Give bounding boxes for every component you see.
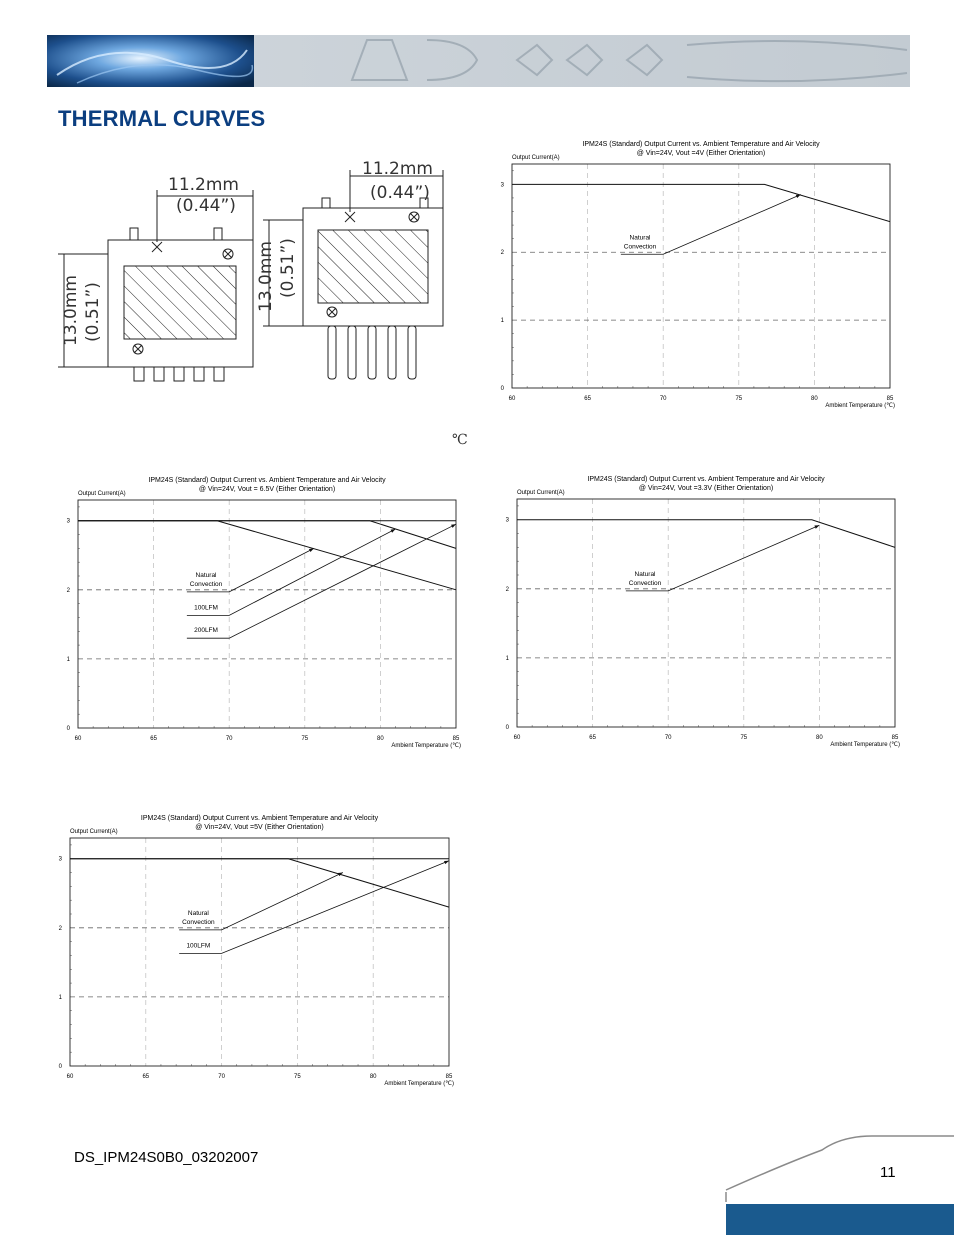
x-tick-label: 70 <box>659 396 667 402</box>
plot-frame <box>70 838 449 1066</box>
y-tick-label: 3 <box>58 856 62 863</box>
x-tick-label: 75 <box>294 1074 301 1080</box>
y-tick-label: 2 <box>505 586 509 593</box>
chart-subtitle: @ Vin=24V, Vout =4V (Either Orientation) <box>636 150 766 157</box>
x-tick-label: 60 <box>513 735 521 741</box>
x-tick-label: 65 <box>142 1074 150 1080</box>
y-tick-label: 1 <box>58 994 62 1001</box>
series-label: Natural <box>187 909 209 917</box>
orphan-degree-symbol: ℃ <box>452 432 468 448</box>
chart-title: IPM24S (Standard) Output Current vs. Ambient Temperature and Air Velocity <box>148 477 386 484</box>
x-tick-label: 75 <box>740 735 748 741</box>
page-title: THERMAL CURVES <box>58 106 266 131</box>
series-label: Natural <box>195 571 217 579</box>
footer-swoosh <box>722 1130 954 1235</box>
x-tick-label: 75 <box>735 396 743 402</box>
series-label: 100LFM <box>194 604 218 612</box>
y-tick-label: 2 <box>58 925 62 932</box>
document-id: DS_IPM24S0B0_03202007 <box>74 1149 259 1166</box>
series-label: Convection <box>623 243 657 251</box>
x-tick-label: 65 <box>150 736 157 742</box>
y-tick-label: 0 <box>505 725 509 731</box>
chart-subtitle: @ Vin=24V, Vout =5V (Either Orientation) <box>195 824 324 831</box>
series-label: Convection <box>182 918 215 926</box>
series-label: Natural <box>629 234 651 242</box>
series-label: Natural <box>634 570 656 578</box>
y-axis-label: Output Current(A) <box>517 490 565 496</box>
x-tick-label: 75 <box>301 736 309 742</box>
y-tick-label: 0 <box>66 726 70 732</box>
left-height-in: (0.51”) <box>83 282 103 342</box>
y-axis-label: Output Current(A) <box>70 829 118 835</box>
leader-arrowhead <box>338 873 343 877</box>
x-axis-label: Ambient Temperature (℃) <box>830 742 900 748</box>
leader-arrowhead <box>444 861 449 864</box>
right-height-in: (0.51”) <box>278 238 298 298</box>
series-label: Convection <box>628 579 662 587</box>
x-tick-label: 80 <box>816 735 823 741</box>
derating-curve <box>70 859 449 907</box>
y-axis-label: Output Current(A) <box>512 155 560 161</box>
right-width-in: (0.44”) <box>370 183 430 203</box>
x-tick-label: 85 <box>452 736 460 742</box>
chart-title: IPM24S (Standard) Output Current vs. Ambient Temperature and Air Velocity <box>587 476 825 483</box>
y-tick-label: 1 <box>500 318 504 325</box>
y-tick-label: 2 <box>66 587 70 594</box>
y-axis-label: Output Current(A) <box>78 491 126 497</box>
x-tick-label: 60 <box>66 1074 74 1080</box>
x-tick-label: 65 <box>584 396 591 402</box>
left-width-mm: 11.2mm <box>168 175 239 195</box>
x-axis-label: Ambient Temperature (℃) <box>825 403 895 409</box>
x-tick-label: 60 <box>508 396 516 402</box>
x-tick-label: 65 <box>589 735 596 741</box>
x-tick-label: 70 <box>225 736 233 742</box>
leader-line <box>179 861 449 954</box>
x-tick-label: 85 <box>445 1074 453 1080</box>
x-tick-label: 80 <box>811 396 818 402</box>
page-number: 11 <box>880 1164 896 1181</box>
y-tick-label: 1 <box>505 655 509 662</box>
y-tick-label: 0 <box>58 1064 62 1070</box>
x-tick-label: 85 <box>891 735 899 741</box>
left-height-mm: 13.0mm <box>61 275 81 346</box>
y-tick-label: 3 <box>505 517 509 524</box>
x-tick-label: 85 <box>886 396 894 402</box>
chart-subtitle: @ Vin=24V, Vout = 6.5V (Either Orientation) <box>198 486 336 493</box>
chart-subtitle: @ Vin=24V, Vout =3.3V (Either Orientation) <box>638 485 774 492</box>
y-tick-label: 3 <box>66 518 70 525</box>
x-axis-label: Ambient Temperature (℃) <box>391 743 461 749</box>
x-tick-label: 80 <box>377 736 384 742</box>
y-tick-label: 0 <box>500 386 504 392</box>
y-tick-label: 1 <box>66 656 70 663</box>
right-height-mm: 13.0mm <box>256 241 276 312</box>
chart-title: IPM24S (Standard) Output Current vs. Ambient Temperature and Air Velocity <box>582 141 820 148</box>
x-tick-label: 70 <box>218 1074 225 1080</box>
left-width-in: (0.44”) <box>176 196 236 216</box>
x-tick-label: 80 <box>369 1074 377 1080</box>
y-tick-label: 2 <box>500 250 504 257</box>
series-label: 200LFM <box>194 627 218 635</box>
series-label: 100LFM <box>186 942 211 950</box>
x-axis-label: Ambient Temperature (℃) <box>384 1081 454 1087</box>
x-tick-label: 70 <box>664 735 672 741</box>
y-tick-label: 3 <box>500 182 504 189</box>
series-label: Convection <box>189 580 223 588</box>
footer-bar <box>726 1204 954 1235</box>
chart-title: IPM24S (Standard) Output Current vs. Ambient Temperature and Air Velocity <box>140 815 379 822</box>
right-width-mm: 11.2mm <box>362 159 433 179</box>
x-tick-label: 60 <box>74 736 82 742</box>
